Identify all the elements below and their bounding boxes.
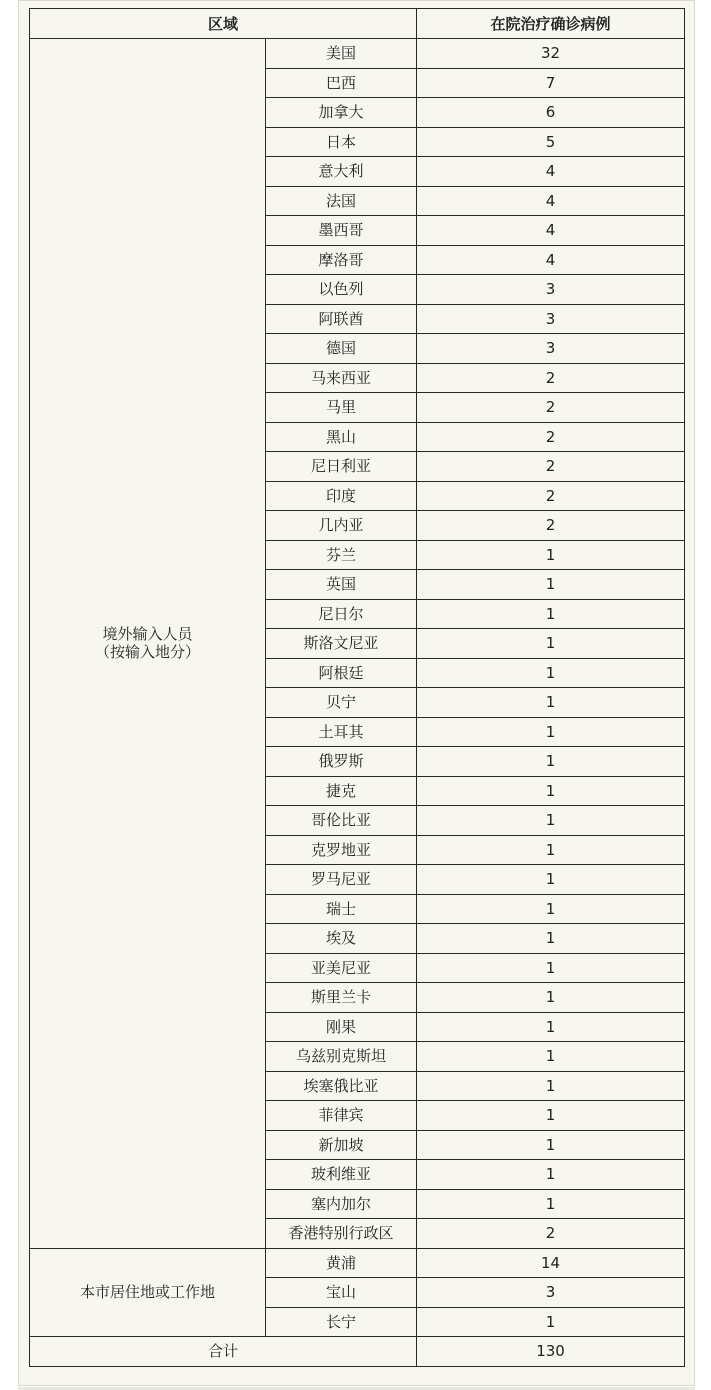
region-name-cell: 阿根廷 [266,658,417,688]
table-header-row [30,9,685,39]
case-count-cell: 1 [417,717,685,747]
region-name-cell: 法国 [266,186,417,216]
region-name-cell: 意大利 [266,157,417,187]
table-row [30,39,685,69]
case-count-cell: 4 [417,186,685,216]
case-count-cell: 1 [417,1071,685,1101]
total-label: 合计 [30,1337,417,1367]
case-count-cell: 2 [417,1219,685,1249]
group-label-line1: 境外输入人员 [102,625,193,644]
header-count: 在院治疗确诊病例 [417,9,685,39]
case-count-cell: 1 [417,747,685,777]
case-count-cell: 1 [417,1101,685,1131]
case-count-cell: 1 [417,1042,685,1072]
total-count: 130 [417,1337,685,1367]
region-name-cell: 阿联酋 [266,304,417,334]
region-name-cell: 捷克 [266,776,417,806]
region-name-cell: 以色列 [266,275,417,305]
case-count-cell: 5 [417,127,685,157]
case-count-cell: 1 [417,806,685,836]
case-count-cell: 4 [417,245,685,275]
group-label-line2: （按输入地分） [94,643,200,662]
region-name-cell: 塞内加尔 [266,1189,417,1219]
case-count-cell: 2 [417,511,685,541]
region-name-cell: 斯里兰卡 [266,983,417,1013]
case-count-cell: 1 [417,599,685,629]
region-name-cell: 埃塞俄比亚 [266,1071,417,1101]
case-count-cell: 1 [417,776,685,806]
region-name-cell: 玻利维亚 [266,1160,417,1190]
case-count-cell: 1 [417,1307,685,1337]
case-count-cell: 2 [417,363,685,393]
case-count-cell: 14 [417,1248,685,1278]
region-name-cell: 克罗地亚 [266,835,417,865]
case-count-cell: 3 [417,304,685,334]
region-name-cell: 芬兰 [266,540,417,570]
case-count-cell: 1 [417,924,685,954]
region-name-cell: 俄罗斯 [266,747,417,777]
case-count-cell: 1 [417,983,685,1013]
case-count-cell: 1 [417,688,685,718]
header-region: 区域 [30,9,417,39]
region-name-cell: 亚美尼亚 [266,953,417,983]
region-name-cell: 几内亚 [266,511,417,541]
table-row [30,1248,685,1278]
case-count-cell: 3 [417,275,685,305]
case-count-cell: 1 [417,629,685,659]
region-name-cell: 马来西亚 [266,363,417,393]
region-name-cell: 哥伦比亚 [266,806,417,836]
case-count-cell: 3 [417,1278,685,1308]
region-name-cell: 宝山 [266,1278,417,1308]
region-name-cell: 加拿大 [266,98,417,128]
case-count-cell: 1 [417,835,685,865]
region-name-cell: 摩洛哥 [266,245,417,275]
case-count-cell: 1 [417,1012,685,1042]
region-name-cell: 美国 [266,39,417,69]
hospitalized-cases-table [29,8,685,1367]
region-name-cell: 土耳其 [266,717,417,747]
case-count-cell: 1 [417,1160,685,1190]
case-count-cell: 1 [417,894,685,924]
region-name-cell: 日本 [266,127,417,157]
region-name-cell: 刚果 [266,1012,417,1042]
region-name-cell: 尼日利亚 [266,452,417,482]
case-count-cell: 2 [417,452,685,482]
case-count-cell: 2 [417,393,685,423]
region-name-cell: 黄浦 [266,1248,417,1278]
region-name-cell: 马里 [266,393,417,423]
case-count-cell: 1 [417,865,685,895]
region-name-cell: 菲律宾 [266,1101,417,1131]
region-name-cell: 新加坡 [266,1130,417,1160]
region-name-cell: 黑山 [266,422,417,452]
case-count-cell: 1 [417,1189,685,1219]
group-label-line1: 本市居住地或工作地 [79,1283,215,1302]
region-name-cell: 印度 [266,481,417,511]
region-name-cell: 尼日尔 [266,599,417,629]
case-count-cell: 6 [417,98,685,128]
case-count-cell: 1 [417,570,685,600]
region-name-cell: 斯洛文尼亚 [266,629,417,659]
region-name-cell: 罗马尼亚 [266,865,417,895]
region-name-cell: 乌兹别克斯坦 [266,1042,417,1072]
group-label-cell [30,39,266,1249]
region-name-cell: 墨西哥 [266,216,417,246]
case-count-cell: 1 [417,540,685,570]
case-count-cell: 2 [417,422,685,452]
region-name-cell: 香港特别行政区 [266,1219,417,1249]
table-body [30,39,685,1337]
case-count-cell: 2 [417,481,685,511]
case-count-cell: 1 [417,658,685,688]
region-name-cell: 巴西 [266,68,417,98]
case-count-cell: 7 [417,68,685,98]
region-name-cell: 瑞士 [266,894,417,924]
region-name-cell: 贝宁 [266,688,417,718]
case-count-cell: 1 [417,1130,685,1160]
case-count-cell: 32 [417,39,685,69]
group-label-cell [30,1248,266,1337]
region-name-cell: 埃及 [266,924,417,954]
region-name-cell: 德国 [266,334,417,364]
total-row [30,1337,685,1367]
case-count-cell: 3 [417,334,685,364]
region-name-cell: 长宁 [266,1307,417,1337]
case-count-cell: 1 [417,953,685,983]
region-name-cell: 英国 [266,570,417,600]
case-count-cell: 4 [417,216,685,246]
case-count-cell: 4 [417,157,685,187]
